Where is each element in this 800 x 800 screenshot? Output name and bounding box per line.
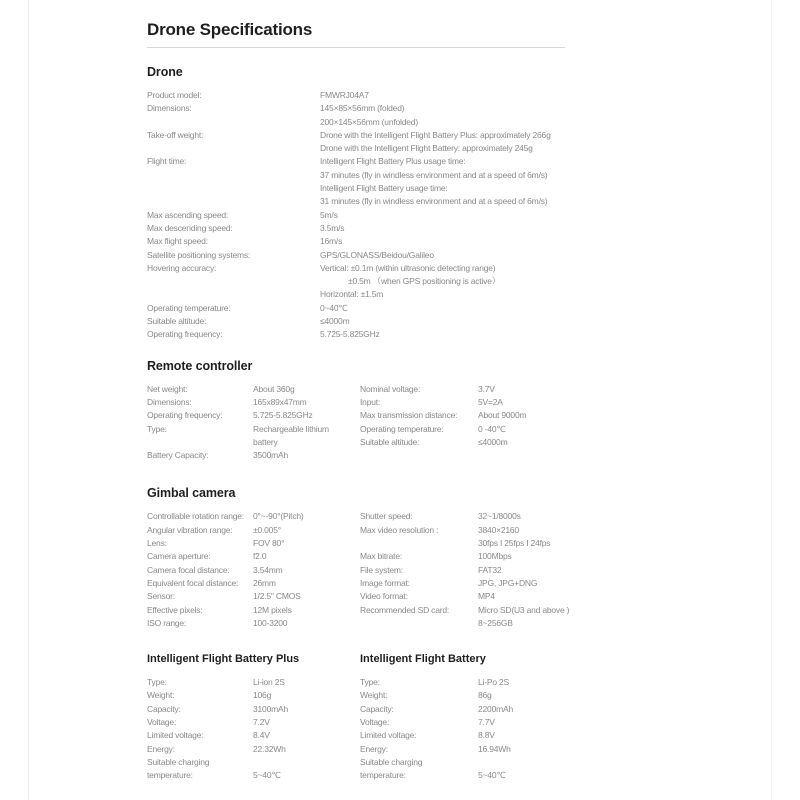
spec-label: Flight time: bbox=[147, 156, 187, 167]
spec-value: 3840×2160 bbox=[478, 524, 519, 535]
spec-row bbox=[147, 288, 771, 301]
spec-row bbox=[360, 689, 771, 702]
section-gimbal-camera bbox=[147, 486, 771, 630]
spec-row bbox=[360, 743, 771, 756]
spec-row bbox=[360, 409, 771, 422]
spec-value: Li-ion 2S bbox=[253, 677, 285, 688]
spec-label: Energy: bbox=[147, 743, 175, 754]
remote-controller-left-column bbox=[147, 383, 360, 463]
spec-value: Li-Po 2S bbox=[478, 677, 510, 688]
spec-label: Type: bbox=[147, 423, 167, 434]
spec-row bbox=[360, 550, 771, 563]
spec-label bbox=[147, 169, 320, 182]
spec-row bbox=[147, 743, 360, 756]
spec-row bbox=[147, 510, 360, 523]
spec-row bbox=[147, 195, 771, 208]
spec-label: Take-off weight: bbox=[147, 129, 204, 140]
spec-value: 5~40℃ bbox=[478, 770, 506, 781]
spec-value: Drone with the Intelligent Flight Battery: approximately 245g bbox=[320, 143, 533, 154]
spec-row bbox=[360, 383, 771, 396]
spec-row bbox=[147, 436, 360, 449]
spec-row bbox=[147, 235, 771, 248]
spec-row bbox=[360, 716, 771, 729]
spec-value: About 360g bbox=[253, 383, 295, 394]
spec-label: Weight: bbox=[360, 690, 388, 701]
spec-label: Type: bbox=[360, 677, 380, 688]
spec-value: 5m/s bbox=[320, 209, 338, 220]
spec-row bbox=[147, 449, 360, 462]
spec-row bbox=[147, 676, 360, 689]
section-heading-remote-controller: Remote controller bbox=[147, 358, 253, 373]
spec-value: GPS/GLONASS/Beidou/Galileo bbox=[320, 249, 434, 260]
spec-label bbox=[147, 195, 320, 208]
spec-row bbox=[147, 315, 771, 328]
spec-label: Hovering accuracy: bbox=[147, 262, 217, 273]
spec-value: 8.8V bbox=[478, 730, 495, 741]
spec-row bbox=[147, 383, 360, 396]
spec-label: Capacity: bbox=[147, 703, 181, 714]
spec-value: ≤4000m bbox=[320, 316, 350, 327]
spec-row bbox=[360, 423, 771, 436]
spec-row bbox=[147, 409, 360, 422]
spec-value: ±0.005° bbox=[253, 524, 281, 535]
spec-row bbox=[360, 577, 771, 590]
spec-value: Micro SD(U3 and above ) bbox=[478, 604, 570, 615]
section-battery-plus bbox=[147, 652, 360, 782]
spec-row bbox=[147, 142, 771, 155]
spec-value: 106g bbox=[253, 690, 272, 701]
drone-spec-list bbox=[147, 89, 771, 342]
spec-value: 31 minutes (fly in windless environment and at a speed of 6m/s) bbox=[320, 196, 548, 207]
spec-row bbox=[147, 89, 771, 102]
spec-value: 200×145×56mm (unfolded) bbox=[320, 116, 418, 127]
spec-row bbox=[147, 716, 360, 729]
spec-row bbox=[147, 222, 771, 235]
spec-value: 100-3200 bbox=[253, 617, 288, 628]
spec-label: Limited voltage: bbox=[360, 730, 417, 741]
spec-label bbox=[147, 436, 253, 449]
spec-value bbox=[478, 756, 771, 769]
spec-label bbox=[360, 537, 478, 550]
spec-row bbox=[147, 423, 360, 436]
spec-value: Rechargeable lithium bbox=[253, 423, 329, 434]
spec-row bbox=[360, 604, 771, 617]
spec-label bbox=[147, 116, 320, 129]
page-title: Drone Specifications bbox=[147, 20, 313, 39]
spec-label: Controllable rotation range: bbox=[147, 511, 244, 522]
spec-value: 0 -40℃ bbox=[478, 423, 506, 434]
section-heading-battery-plus: Intelligent Flight Battery Plus bbox=[147, 653, 300, 666]
spec-row bbox=[360, 396, 771, 409]
spec-value: FAT32 bbox=[478, 564, 502, 575]
spec-value: 1/2.5'' CMOS bbox=[253, 591, 301, 602]
spec-value: 86g bbox=[478, 690, 492, 701]
spec-value: MP4 bbox=[478, 591, 495, 602]
spec-label: Image format: bbox=[360, 577, 410, 588]
spec-value: f2.0 bbox=[253, 551, 267, 562]
battery-spec-list bbox=[360, 676, 771, 782]
spec-page bbox=[28, 0, 772, 800]
spec-value: Horizontal: ±1.5m bbox=[320, 289, 384, 300]
section-drone bbox=[147, 65, 771, 342]
spec-row bbox=[147, 577, 360, 590]
spec-value: Intelligent Flight Battery usage time: bbox=[320, 183, 448, 194]
spec-row bbox=[147, 689, 360, 702]
spec-row bbox=[147, 155, 771, 168]
spec-label: Max transmission distance: bbox=[360, 410, 458, 421]
spec-label bbox=[147, 288, 320, 301]
spec-value bbox=[253, 756, 360, 769]
spec-label: Input: bbox=[360, 396, 381, 407]
section-battery bbox=[360, 652, 771, 782]
spec-value: 5.725-5.825GHz bbox=[253, 410, 313, 421]
spec-value: 16.94Wh bbox=[478, 743, 511, 754]
spec-label: Sensor: bbox=[147, 591, 175, 602]
spec-label: Camera aperture: bbox=[147, 551, 211, 562]
title-divider bbox=[147, 47, 565, 48]
spec-label: Shutter speed: bbox=[360, 511, 413, 522]
spec-value: FMWRJ04A7 bbox=[320, 90, 369, 100]
spec-label: Operating temperature: bbox=[360, 423, 444, 434]
spec-row bbox=[147, 302, 771, 315]
spec-label: Suitable charging bbox=[360, 756, 423, 767]
spec-label: Max descending speed: bbox=[147, 222, 233, 233]
spec-label: Operating frequency: bbox=[147, 410, 223, 421]
spec-label: Nominal voltage: bbox=[360, 383, 421, 394]
spec-row bbox=[147, 604, 360, 617]
spec-value: 12M pixels bbox=[253, 604, 292, 615]
spec-label: Voltage: bbox=[360, 716, 390, 727]
spec-row bbox=[147, 769, 360, 782]
spec-label: Net weight: bbox=[147, 383, 188, 394]
spec-label: Suitable altitude: bbox=[147, 316, 207, 327]
spec-value: About 9000m bbox=[478, 410, 527, 421]
spec-label: Effective pixels: bbox=[147, 604, 203, 615]
section-heading-battery: Intelligent Flight Battery bbox=[360, 653, 486, 666]
spec-row bbox=[360, 617, 771, 630]
spec-value: 3.5m/s bbox=[320, 222, 345, 233]
spec-row bbox=[147, 275, 771, 288]
spec-value: 5.725-5.825GHz bbox=[320, 329, 380, 340]
spec-row bbox=[360, 537, 771, 550]
spec-value: 30fps I 25fps I 24fps bbox=[478, 538, 551, 549]
spec-row bbox=[360, 703, 771, 716]
spec-label bbox=[147, 142, 320, 155]
section-remote-controller bbox=[147, 359, 771, 463]
spec-row bbox=[360, 436, 771, 449]
spec-row bbox=[147, 116, 771, 129]
spec-value: 5~40℃ bbox=[253, 770, 281, 781]
spec-row bbox=[147, 209, 771, 222]
spec-label: Equivalent focal distance: bbox=[147, 577, 239, 588]
spec-label: Operating temperature: bbox=[147, 302, 231, 313]
spec-value: 3.54mm bbox=[253, 564, 283, 575]
spec-label: Operating frequency: bbox=[147, 329, 223, 340]
spec-value: 7.2V bbox=[253, 716, 270, 727]
spec-row bbox=[147, 617, 360, 630]
spec-row bbox=[360, 564, 771, 577]
spec-row bbox=[147, 129, 771, 142]
spec-row bbox=[147, 550, 360, 563]
spec-row bbox=[147, 590, 360, 603]
spec-value: Vertical: ±0.1m (within ultrasonic detecting range) bbox=[320, 262, 496, 273]
spec-row bbox=[147, 169, 771, 182]
spec-value: 32~1/8000s bbox=[478, 511, 521, 522]
spec-row bbox=[147, 249, 771, 262]
spec-row bbox=[360, 676, 771, 689]
spec-value: 8~256GB bbox=[478, 617, 513, 628]
spec-row bbox=[360, 729, 771, 742]
spec-label: ISO range: bbox=[147, 617, 187, 628]
spec-label bbox=[147, 182, 320, 195]
section-heading-gimbal-camera: Gimbal camera bbox=[147, 486, 236, 501]
spec-row bbox=[360, 590, 771, 603]
spec-value: 3.7V bbox=[478, 383, 495, 394]
spec-row bbox=[147, 729, 360, 742]
spec-row bbox=[147, 262, 771, 275]
spec-label: Dimensions: bbox=[147, 103, 192, 114]
spec-label: Max flight speed: bbox=[147, 236, 208, 247]
gimbal-camera-left-column bbox=[147, 510, 360, 630]
spec-value: ±0.5m （when GPS positioning is active） bbox=[348, 276, 501, 287]
spec-row bbox=[147, 564, 360, 577]
spec-value: Drone with the Intelligent Flight Battery Plus: approximately 266g bbox=[320, 129, 551, 140]
spec-row bbox=[360, 524, 771, 537]
spec-value: 145×85×56mm (folded) bbox=[320, 103, 405, 114]
spec-label: Battery Capacity: bbox=[147, 450, 209, 461]
spec-row bbox=[147, 396, 360, 409]
spec-value: 37 minutes (fly in windless environment and at a speed of 6m/s) bbox=[320, 169, 548, 180]
spec-value: 3100mAh bbox=[253, 703, 288, 714]
remote-controller-right-column bbox=[360, 383, 771, 463]
gimbal-camera-columns bbox=[147, 510, 771, 630]
spec-row bbox=[147, 182, 771, 195]
spec-label: Lens: bbox=[147, 538, 167, 549]
spec-value: FOV 80° bbox=[253, 538, 285, 549]
spec-label: Angular vibration range: bbox=[147, 524, 233, 535]
spec-label: Weight: bbox=[147, 690, 175, 701]
spec-value: battery bbox=[253, 436, 278, 447]
spec-label: Product model: bbox=[147, 90, 202, 100]
spec-label: Energy: bbox=[360, 743, 388, 754]
spec-label bbox=[147, 275, 320, 288]
spec-row bbox=[147, 102, 771, 115]
spec-label: Satellite positioning systems: bbox=[147, 249, 251, 260]
spec-label: Limited voltage: bbox=[147, 730, 204, 741]
spec-row bbox=[360, 756, 771, 769]
spec-value: 2200mAh bbox=[478, 703, 513, 714]
spec-row bbox=[147, 328, 771, 341]
spec-value: JPG, JPG+DNG bbox=[478, 577, 538, 588]
spec-value: 5V=2A bbox=[478, 396, 503, 407]
gimbal-camera-right-column bbox=[360, 510, 771, 630]
spec-row bbox=[147, 524, 360, 537]
spec-value: 0~40℃ bbox=[320, 302, 348, 313]
spec-label: temperature: bbox=[360, 770, 406, 781]
battery-sections bbox=[147, 652, 771, 782]
spec-value: 7.7V bbox=[478, 716, 495, 727]
spec-label: Max ascending speed: bbox=[147, 209, 229, 220]
spec-value: 8.4V bbox=[253, 730, 270, 741]
spec-row bbox=[147, 703, 360, 716]
spec-label: Voltage: bbox=[147, 716, 177, 727]
spec-label: Max bitrate: bbox=[360, 551, 403, 562]
spec-label: Suitable altitude: bbox=[360, 436, 420, 447]
spec-label: Dimensions: bbox=[147, 396, 192, 407]
spec-label: Recommended SD card: bbox=[360, 604, 450, 615]
spec-label: Type: bbox=[147, 677, 167, 688]
spec-label: Capacity: bbox=[360, 703, 394, 714]
battery-plus-spec-list bbox=[147, 676, 360, 782]
spec-label: Video format: bbox=[360, 591, 408, 602]
spec-value: 165x89x47mm bbox=[253, 396, 307, 407]
section-heading-drone: Drone bbox=[147, 65, 183, 79]
spec-label: Max video resolution : bbox=[360, 524, 439, 535]
spec-value: 26mm bbox=[253, 577, 276, 588]
spec-label bbox=[360, 617, 478, 630]
spec-value: 16m/s bbox=[320, 236, 343, 247]
spec-row bbox=[360, 769, 771, 782]
spec-row bbox=[147, 537, 360, 550]
spec-label: Suitable charging bbox=[147, 756, 210, 767]
spec-label: temperature: bbox=[147, 770, 193, 781]
spec-value: 3500mAh bbox=[253, 450, 288, 461]
spec-row bbox=[147, 756, 360, 769]
spec-value: Intelligent Flight Battery Plus usage time: bbox=[320, 156, 466, 167]
spec-label: Camera focal distance: bbox=[147, 564, 230, 575]
spec-value: 0°~-90°(Pitch) bbox=[253, 511, 304, 522]
spec-label: File system: bbox=[360, 564, 403, 575]
spec-row bbox=[360, 510, 771, 523]
spec-value: ≤4000m bbox=[478, 436, 508, 447]
spec-value: 100Mbps bbox=[478, 551, 512, 562]
spec-value: 22.32Wh bbox=[253, 743, 286, 754]
remote-controller-columns bbox=[147, 383, 771, 463]
